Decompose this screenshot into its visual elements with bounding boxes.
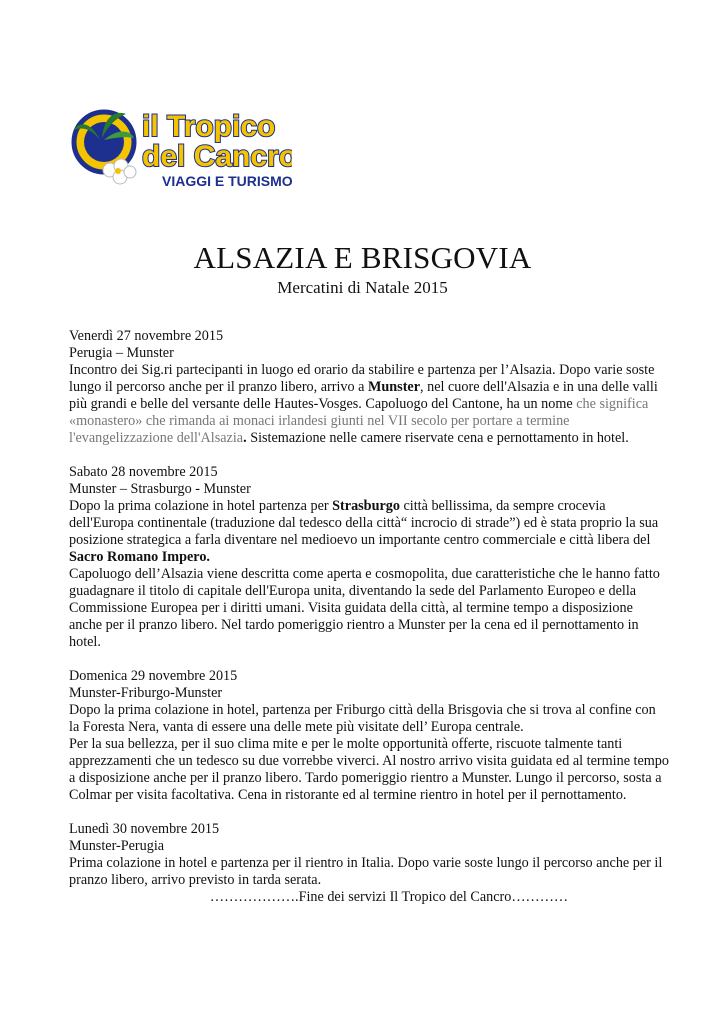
itinerary: [69, 328, 669, 906]
day-description: Prima colazione in hotel e partenza per il rientro in Italia. Dopo varie soste lungo il percorso anche per il pranzo libero, arrivo previsto in tarda serata.: [69, 855, 663, 888]
day-route: Perugia – Munster: [69, 345, 174, 361]
day-4: [69, 821, 669, 906]
day-2: [69, 464, 669, 651]
document-subtitle: Mercatini di Natale 2015: [277, 278, 448, 297]
day-route: Munster – Strasburgo - Munster: [69, 481, 251, 497]
logo-line-2: del Cancro: [142, 140, 292, 173]
day-description: Dopo la prima colazione in hotel partenza per Strasburgo città bellissima, da sempre crocevia dell'Europa continentale (traduzione dal tedesco della città“ incrocio di strade”) ed è stata proprio la sua posizione strategica a farla diventare nel medioevo un importante centro commerciale e città libera del Sacro Romano Impero.: [69, 498, 659, 565]
day-date: Lunedì 30 novembre 2015: [69, 821, 220, 837]
day-date: Venerdì 27 novembre 2015: [69, 328, 224, 344]
day-route: Munster-Friburgo-Munster: [69, 685, 223, 701]
place-strasburgo: Strasburgo: [332, 498, 400, 514]
day-description-2: Per la sua bellezza, per il suo clima mite e per le molte opportunità offerte, riscuote talmente tanti apprezzamenti che un tedesco su due vorrebbe viverci. Al nostro arrivo visita guidata ed al termine tempo a disposizione anche per il pranzo libero. Tardo pomeriggio rientro a Munster. Lungo il percorso, sosta a Colmar per visita facoltativa. Cena in ristorante ed al termine rientro in hotel per il pernottamento.: [69, 736, 669, 803]
day-description: Incontro dei Sig.ri partecipanti in luogo ed orario da stabilire e partenza per l’Alsazia. Dopo varie soste lungo il percorso anche per il pranzo libero, arrivo a Munster, nel cuore dell'Alsazia e in una delle valli più grandi e belle del versante delle Hautes-Vosges. Capoluogo del Cantone, ha un nome che significa «monastero» che rimanda ai monaci irlandesi giunti nel VII secolo per portare a termine l'evangelizzazione dell'Alsazia. Sistemazione nelle camere riservate cena e pernottamento in hotel.: [69, 362, 658, 446]
day-1: [69, 328, 669, 447]
day-description: Dopo la prima colazione in hotel, partenza per Friburgo città della Brisgovia che si trova al confine con la Foresta Nera, vanta di essere una delle mete più visitate dell’ Europa centrale.: [69, 702, 656, 735]
logo-line-3: VIAGGI E TURISMO: [162, 173, 292, 189]
day-date: Domenica 29 novembre 2015: [69, 668, 238, 684]
logo-line-1: il Tropico: [142, 110, 276, 143]
day-3: [69, 668, 669, 804]
day-description-2: Capoluogo dell’Alsazia viene descritta come aperta e cosmopolita, due caratteristiche che le hanno fatto guadagnare il titolo di capitale dell'Europa unita, diventando la sede del Parlamento Europeo e della Commissione Europea per i diritti umani. Visita guidata della città, al termine tempo a disposizione anche per il pranzo libero. Nel tardo pomeriggio rientro a Munster per la cena ed il pernottamento in hotel.: [69, 566, 660, 650]
quoted-text: che significa «monastero» che rimanda ai monaci irlandesi giunti nel VII secolo per portare a termine l'evangelizzazione dell'Alsazia: [69, 396, 649, 446]
place-munster: Munster: [368, 379, 421, 395]
day-route: Munster-Perugia: [69, 838, 165, 854]
company-logo: [70, 100, 292, 192]
sacro-romano-impero: Sacro Romano Impero.: [69, 549, 210, 565]
document-title: ALSAZIA E BRISGOVIA: [193, 240, 532, 275]
end-of-services: ……………….Fine dei servizi Il Tropico del Cancro…………: [209, 889, 569, 905]
day-date: Sabato 28 novembre 2015: [69, 464, 218, 480]
